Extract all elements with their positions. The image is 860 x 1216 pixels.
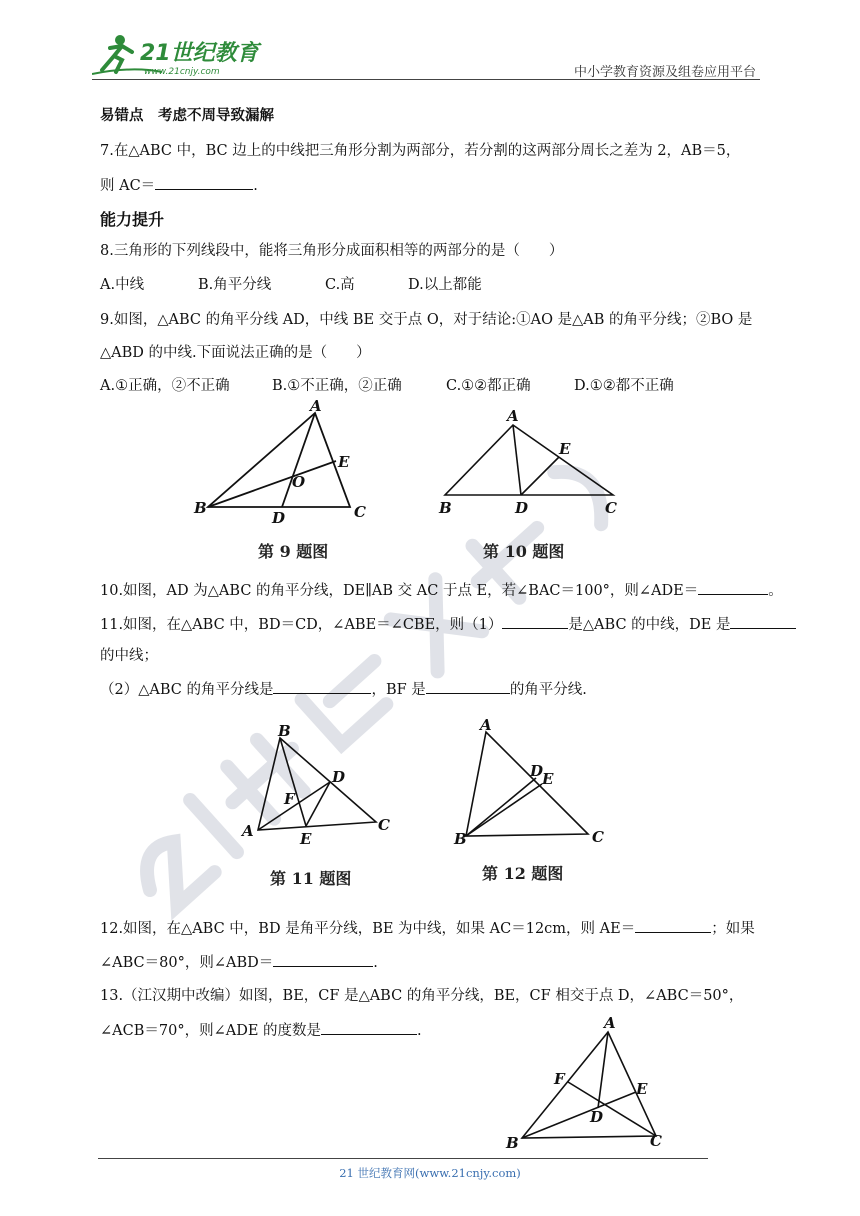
q9-option-a: A.①正确，②不正确 — [100, 378, 230, 394]
q13-text-b: . — [417, 1023, 422, 1039]
fig13-label-c: C — [650, 1132, 662, 1150]
runner-logo-icon — [92, 30, 262, 80]
q11-line3 — [100, 679, 587, 700]
q7-prefix: 则 AC＝ — [100, 178, 156, 194]
q9-option-c: C.①②都正确 — [446, 378, 531, 394]
fig11-label-d: D — [332, 768, 346, 786]
q13-answer-blank[interactable] — [321, 1020, 417, 1035]
q9-option-b: B.①不正确，②正确 — [272, 378, 402, 394]
figure-13 — [500, 1010, 680, 1160]
figure-11 — [236, 720, 406, 864]
q12-text-d: . — [373, 955, 378, 971]
fig10-label-b: B — [439, 499, 452, 517]
q10-suffix: 。 — [768, 583, 783, 599]
fig9-label-b: B — [194, 499, 207, 517]
q13-line1: 13.（江汉期中改编）如图，BE，CF 是△ABC 的角平分线，BE，CF 相交于点 D，∠ABC＝50°， — [100, 988, 744, 1004]
fig13-label-a: A — [604, 1014, 616, 1032]
q12-text-c: ∠ABC＝80°，则∠ABD＝ — [100, 955, 274, 971]
q7-line1: 7.在△ABC 中，BC 边上的中线把三角形分割为两部分，若分割的这两部分周长之差为 2，AB＝5， — [100, 143, 741, 159]
q10-line — [100, 580, 783, 601]
fig9-label-o: O — [292, 473, 306, 491]
footer-link[interactable]: 21 世纪教育网(www.21cnjy.com) — [339, 1166, 521, 1180]
figure-10-caption: 第 10 题图 — [483, 542, 565, 561]
header-platform-text: 中小学教育资源及组卷应用平台 — [573, 65, 756, 80]
section-error-prone: 易错点 考虑不周导致漏解 — [100, 107, 274, 124]
q10-answer-blank[interactable] — [698, 580, 768, 595]
q9-line2: △ABD 的中线.下面说法正确的是（ ） — [100, 345, 371, 361]
q11-blank-1[interactable] — [502, 614, 568, 629]
q8-option-b: B.角平分线 — [198, 277, 272, 293]
q11-line1 — [100, 614, 796, 635]
fig9-label-a: A — [310, 397, 322, 415]
q12-blank-2[interactable] — [273, 952, 373, 967]
fig10-label-e: E — [559, 440, 571, 458]
logo-title: 21世纪教育 — [140, 41, 259, 66]
q11-blank-4[interactable] — [426, 679, 510, 694]
q11-text-a: 11.如图，在△ABC 中，BD＝CD，∠ABE＝∠CBE，则（1） — [100, 617, 503, 633]
q13-text-a: ∠ACB＝70°，则∠ADE 的度数是 — [100, 1023, 322, 1039]
fig13-label-b: B — [506, 1134, 519, 1152]
q8-option-a: A.中线 — [100, 277, 145, 293]
site-logo — [92, 30, 262, 80]
figure-9-caption: 第 9 题图 — [258, 542, 329, 561]
q12-line1 — [100, 918, 755, 939]
figure-10 — [435, 405, 635, 529]
q9-option-d: D.①②都不正确 — [574, 378, 674, 394]
q12-text-b: ；如果 — [711, 921, 755, 937]
fig13-label-e: E — [636, 1080, 648, 1098]
q11-text-e: 的角平分线. — [509, 682, 587, 698]
fig12-label-c: C — [592, 828, 604, 846]
q11-text-b: 是△ABC 的中线，DE 是 — [568, 617, 731, 633]
q11-blank-3[interactable] — [273, 679, 371, 694]
fig13-label-d: D — [590, 1108, 604, 1126]
fig9-label-e: E — [338, 453, 350, 471]
section-ability: 能力提升 — [100, 210, 165, 229]
fig10-label-a: A — [507, 407, 519, 425]
q12-text-a: 12.如图，在△ABC 中，BD 是角平分线，BE 为中线，如果 AC＝12cm，则 AE＝ — [100, 921, 636, 937]
header-divider — [92, 79, 760, 80]
fig13-label-f: F — [554, 1070, 565, 1088]
fig11-label-f: F — [284, 790, 295, 808]
footer-divider — [98, 1158, 708, 1159]
q8-stem: 8.三角形的下列线段中，能将三角形分成面积相等的两部分的是（ ） — [100, 243, 564, 259]
fig12-label-a: A — [480, 716, 492, 734]
q11-line2: 的中线； — [100, 648, 158, 664]
fig12-label-d: D — [530, 762, 544, 780]
fig9-label-d: D — [272, 509, 286, 527]
fig10-label-d: D — [515, 499, 529, 517]
logo-url: www.21cnjy.com — [144, 67, 220, 77]
fig11-label-b: B — [278, 722, 291, 740]
figure-12 — [450, 712, 620, 856]
q7-line2 — [100, 175, 258, 196]
fig12-label-e: E — [542, 770, 554, 788]
q11-text-d: ，BF 是 — [371, 682, 426, 698]
q8-option-c: C.高 — [325, 277, 355, 293]
q10-text: 10.如图，AD 为△ABC 的角平分线，DE∥AB 交 AC 于点 E，若∠BAC＝100°，则∠ADE＝ — [100, 583, 699, 599]
fig11-label-e: E — [300, 830, 312, 848]
q7-suffix: . — [253, 178, 258, 194]
q11-blank-2[interactable] — [730, 614, 796, 629]
figure-12-caption: 第 12 题图 — [482, 864, 564, 883]
q7-answer-blank[interactable] — [155, 175, 253, 190]
q11-text-c: （2）△ABC 的角平分线是 — [100, 682, 274, 698]
q13-line2 — [100, 1020, 422, 1041]
fig11-label-c: C — [378, 816, 390, 834]
figure-11-caption: 第 11 题图 — [270, 869, 352, 888]
fig10-label-c: C — [605, 499, 617, 517]
q12-line2 — [100, 952, 378, 973]
fig11-label-a: A — [242, 822, 254, 840]
q9-line1: 9.如图，△ABC 的角平分线 AD，中线 BE 交于点 O，对于结论:①AO 是△AB 的角平分线；②BO 是 — [100, 312, 753, 328]
fig12-label-b: B — [454, 830, 467, 848]
q12-blank-1[interactable] — [635, 918, 711, 933]
q8-option-d: D.以上都能 — [408, 277, 482, 293]
fig9-label-c: C — [354, 503, 366, 521]
